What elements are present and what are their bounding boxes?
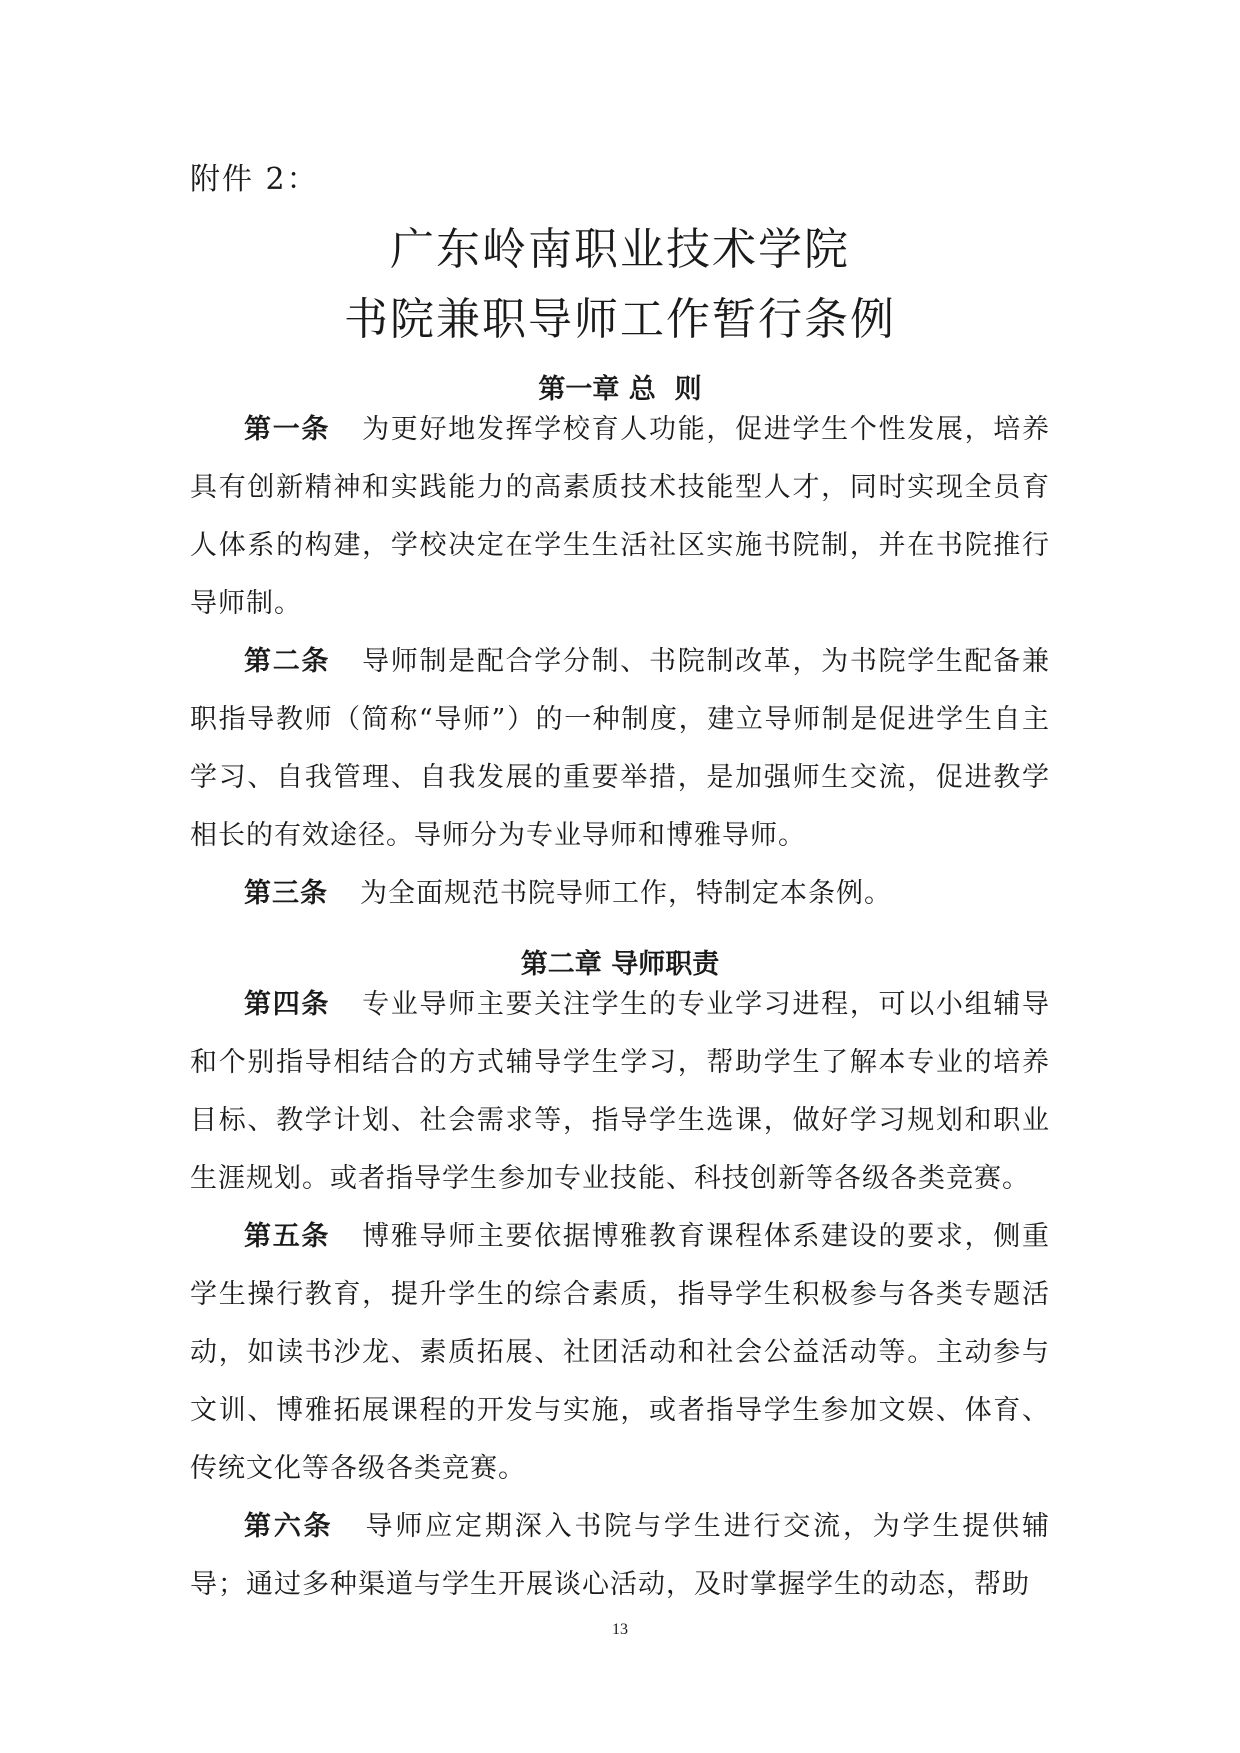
article-text: 博雅导师主要依据博雅教育课程体系建设的要求，侧重学生操行教育，提升学生的综合素质，指导学生积极参与各类专题活动，如读书沙龙、素质拓展、社团活动和社会公益活动等。主动参与文训、博雅拓展课程的开发与实施，或者指导学生参加文娱、体育、传统文化等各级各类竞赛。 [190, 1221, 1051, 1484]
article-number: 第二条 [244, 646, 331, 677]
article-text: 专业导师主要关注学生的专业学习进程，可以小组辅导和个别指导相结合的方式辅导学生学习，帮助学生了解本专业的培养目标、教学计划、社会需求等，指导学生选课，做好学习规划和职业生涯规划。或者指导学生参加专业技能、科技创新等各级各类竞赛。 [190, 989, 1051, 1194]
article-text: 为更好地发挥学校育人功能，促进学生个性发展，培养具有创新精神和实践能力的高素质技术技能型人才，同时实现全员育人体系的构建，学校决定在学生生活社区实施书院制，并在书院推行导师制。 [190, 414, 1051, 619]
article-5 [190, 1208, 1050, 1498]
article-number: 第五条 [244, 1221, 331, 1252]
chapter-heading-text: 第一章 总 则 [538, 374, 702, 405]
article-2 [190, 633, 1050, 865]
document-title-line1: 广东岭南职业技术学院 [390, 224, 850, 275]
chapter-1-body [190, 401, 1050, 923]
article-3 [190, 865, 1050, 923]
article-4 [190, 976, 1050, 1208]
chapter-heading-text: 第二章 导师职责 [520, 949, 720, 980]
article-6 [190, 1498, 1050, 1614]
attachment-label: 附件 2： [190, 162, 319, 197]
article-text: 导师应定期深入书院与学生进行交流，为学生提供辅导；通过多种渠道与学生开展谈心活动，及时掌握学生的动态，帮助 [190, 1511, 1051, 1600]
document-title-line2: 书院兼职导师工作暂行条例 [344, 294, 896, 345]
article-number: 第四条 [244, 989, 331, 1020]
article-number: 第一条 [244, 414, 331, 445]
article-text: 导师制是配合学分制、书院制改革，为书院学生配备兼职指导教师（简称“导师”）的一种制度，建立导师制是促进学生自主学习、自我管理、自我发展的重要举措，是加强师生交流，促进教学相长的有效途径。导师分为专业导师和博雅导师。 [190, 646, 1051, 851]
article-1 [190, 401, 1050, 633]
chapter-2-body [190, 976, 1050, 1614]
page-number: 13 [612, 1621, 628, 1638]
article-number: 第三条 [244, 878, 328, 909]
article-number: 第六条 [244, 1511, 334, 1542]
article-text: 为全面规范书院导师工作，特制定本条例。 [360, 878, 892, 909]
